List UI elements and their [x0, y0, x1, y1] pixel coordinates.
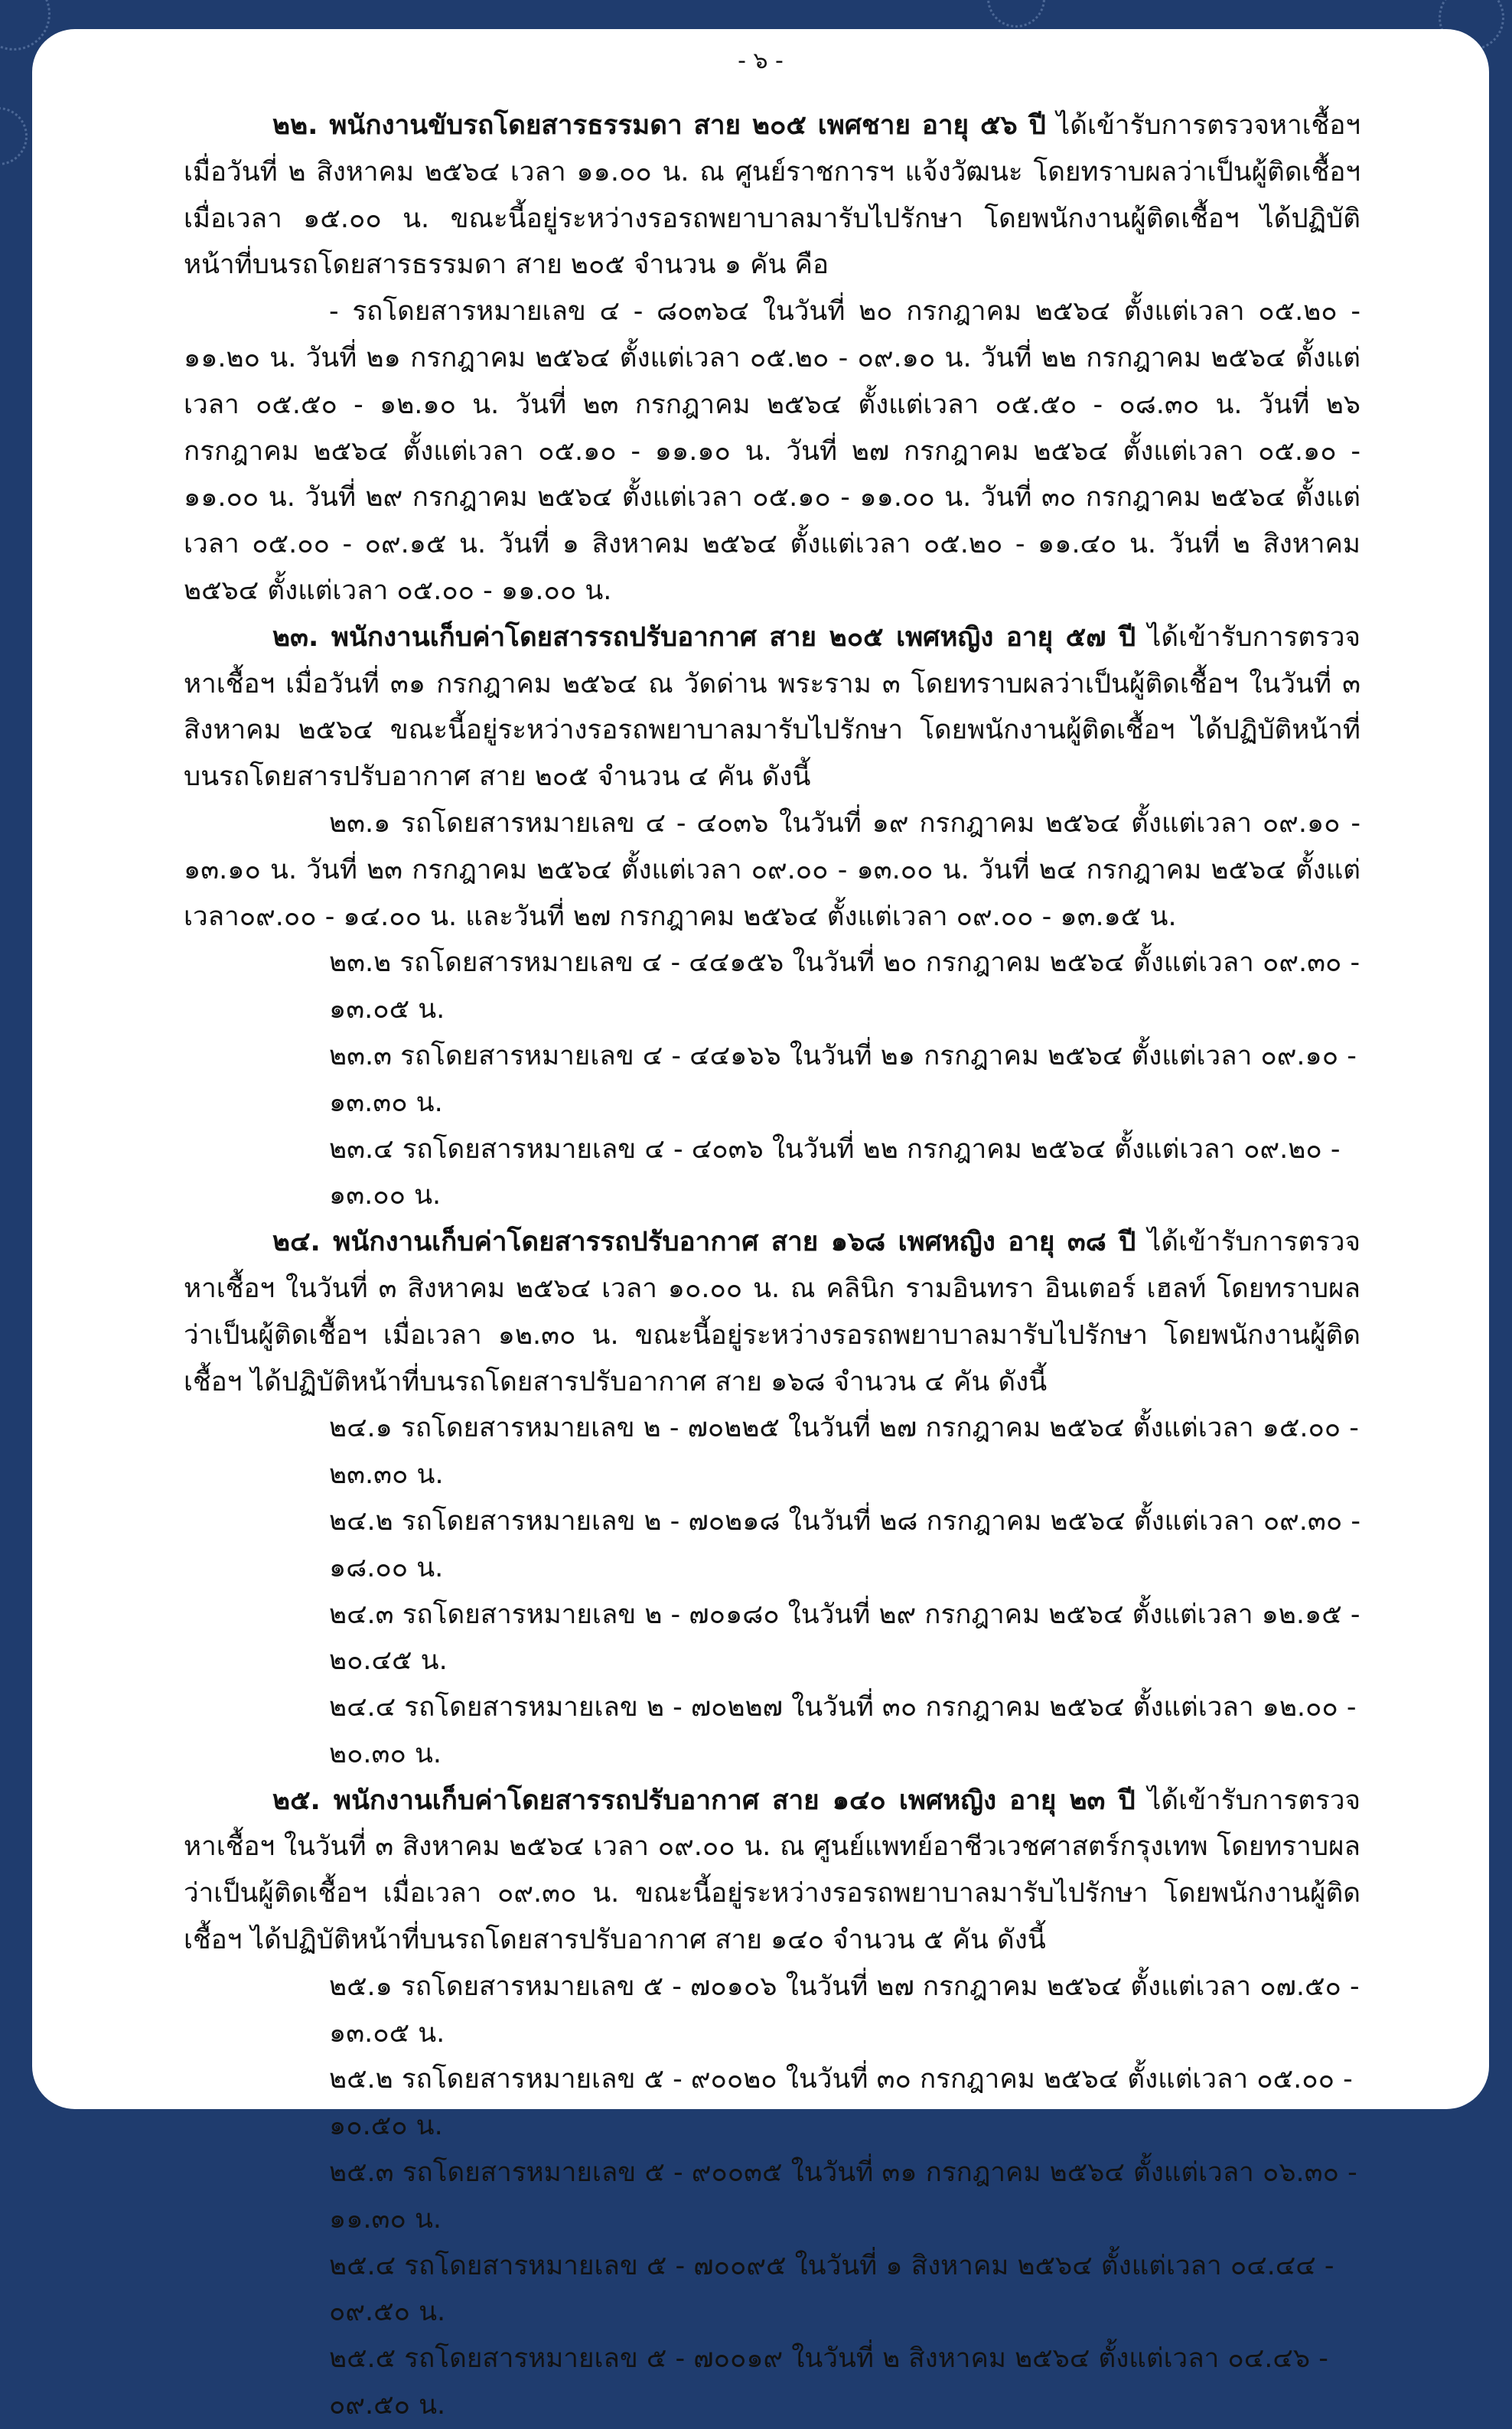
case-22-bus-1: - รถโดยสารหมายเลข ๔ - ๘๐๓๖๔ ในวันที่ ๒๐ กรกฎาคม ๒๕๖๔ ตั้งแต่เวลา ๐๕.๒๐ - ๑๑.๒๐ น. วันที่ ๒๑ กรกฎาคม ๒๕๖๔ ตั้งแต่เวลา ๐๕.๒๐ - ๐๙.๑๐ น. วันที่ ๒๒ กรกฎาคม ๒๕๖๔ ตั้งแต่เวลา ๐๕.๕๐ - ๑๒.๑๐ น. วันที่ ๒๓ กรกฎาคม ๒๕๖๔ ตั้งแต่เวลา ๐๕.๕๐ - ๐๘.๓๐ น. วันที่ ๒๖ กรกฎาคม ๒๕๖๔ ตั้งแต่เวลา ๐๕.๑๐ - ๑๑.๑๐ น. วันที่ ๒๗ กรกฎาคม ๒๕๖๔ ตั้งแต่เวลา ๐๕.๑๐ - ๑๑.๐๐ น. วันที่ ๒๙ กรกฎาคม ๒๕๖๔ ตั้งแต่เวลา ๐๕.๑๐ - ๑๑.๐๐ น. วันที่ ๓๐ กรกฎาคม ๒๕๖๔ ตั้งแต่เวลา ๐๕.๐๐ - ๐๙.๑๕ น. วันที่ ๑ สิงหาคม ๒๕๖๔ ตั้งแต่เวลา ๐๕.๒๐ - ๑๑.๔๐ น. วันที่ ๒ สิงหาคม ๒๕๖๔ ตั้งแต่เวลา ๐๕.๐๐ - ๑๑.๐๐ น.	[184, 296, 1360, 606]
case-24-bus-2: ๒๔.๒ รถโดยสารหมายเลข ๒ - ๗๐๒๑๘ ในวันที่ ๒๘ กรกฎาคม ๒๕๖๔ ตั้งแต่เวลา ๐๙.๓๐ - ๑๘.๐๐ น.	[329, 1505, 1360, 1583]
case-24-paragraph	[184, 1219, 1360, 1405]
case-25-bus-2: ๒๕.๒ รถโดยสารหมายเลข ๕ - ๙๐๐๒๐ ในวันที่ ๓๐ กรกฎาคม ๒๕๖๔ ตั้งแต่เวลา ๐๕.๐๐ - ๑๐.๕๐ น.	[329, 2064, 1353, 2142]
frame-decoration	[987, 0, 1045, 28]
case-24-bus-4: ๒๔.๔ รถโดยสารหมายเลข ๒ - ๗๐๒๒๗ ในวันที่ ๓๐ กรกฎาคม ๒๕๖๔ ตั้งแต่เวลา ๑๒.๐๐ - ๒๐.๓๐ น.	[329, 1692, 1357, 1769]
case-22-text: ได้เข้ารับการตรวจหาเชื้อฯ เมื่อวันที่ ๒ สิงหาคม ๒๕๖๔ เวลา ๑๑.๐๐ น. ณ ศูนย์ราชการฯ แจ้งวัฒนะ โดยทราบผลว่าเป็นผู้ติดเชื้อฯ เมื่อเวลา ๑๕.๐๐ น. ขณะนี้อยู่ระหว่างรอรถพยาบาลมารับไปรักษา โดยพนักงานผู้ติดเชื้อฯ ได้ปฏิบัติหน้าที่บนรถโดยสารธรรมดา สาย ๒๐๕ จำนวน ๑ คัน คือ	[184, 110, 1360, 281]
case-25-heading: ๒๕. พนักงานเก็บค่าโดยสารรถปรับอากาศ สาย ๑๔๐ เพศหญิง อายุ ๒๓ ปี	[272, 1785, 1136, 1816]
case-22-heading: ๒๒. พนักงานขับรถโดยสารธรรมดา สาย ๒๐๕ เพศชาย อายุ ๕๖ ปี	[272, 110, 1046, 141]
case-25-text: ได้เข้ารับการตรวจหาเชื้อฯ ในวันที่ ๓ สิงหาคม ๒๕๖๔ เวลา ๐๙.๐๐ น. ณ ศูนย์แพทย์อาชีวเวชศาสตร์กรุงเทพ โดยทราบผลว่าเป็นผู้ติดเชื้อฯ เมื่อเวลา ๐๙.๓๐ น. ขณะนี้อยู่ระหว่างรอรถพยาบาลมารับไปรักษา โดยพนักงานผู้ติดเชื้อฯ ได้ปฏิบัติหน้าที่บนรถโดยสารปรับอากาศ สาย ๑๔๐ จำนวน ๕ คัน ดังนี้	[184, 1785, 1360, 1956]
case-23-bus-2: ๒๓.๒ รถโดยสารหมายเลข ๔ - ๔๔๑๕๖ ในวันที่ ๒๐ กรกฎาคม ๒๕๖๔ ตั้งแต่เวลา ๐๙.๓๐ - ๑๓.๐๕ น.	[329, 947, 1360, 1025]
case-23-bus-3: ๒๓.๓ รถโดยสารหมายเลข ๔ - ๔๔๑๖๖ ในวันที่ ๒๑ กรกฎาคม ๒๕๖๔ ตั้งแต่เวลา ๐๙.๑๐ - ๑๓.๓๐ น.	[329, 1040, 1357, 1118]
case-25-bus-1: ๒๕.๑ รถโดยสารหมายเลข ๕ - ๗๐๑๐๖ ในวันที่ ๒๗ กรกฎาคม ๒๕๖๔ ตั้งแต่เวลา ๐๗.๕๐ - ๑๓.๐๕ น.	[329, 1971, 1360, 2049]
case-25-bus-4: ๒๕.๔ รถโดยสารหมายเลข ๕ - ๗๐๐๙๕ ในวันที่ ๑ สิงหาคม ๒๕๖๔ ตั้งแต่เวลา ๐๔.๔๔ - ๐๙.๕๐ น.	[329, 2250, 1334, 2328]
case-23-heading: ๒๓. พนักงานเก็บค่าโดยสารรถปรับอากาศ สาย ๒๐๕ เพศหญิง อายุ ๕๗ ปี	[272, 621, 1136, 653]
frame-decoration	[0, 107, 28, 165]
case-23-bus-4: ๒๓.๔ รถโดยสารหมายเลข ๔ - ๔๐๓๖ ในวันที่ ๒๒ กรกฎาคม ๒๕๖๔ ตั้งแต่เวลา ๐๙.๒๐ - ๑๓.๐๐ น.	[329, 1133, 1341, 1211]
case-22-paragraph	[184, 103, 1360, 289]
case-24-heading: ๒๔. พนักงานเก็บค่าโดยสารรถปรับอากาศ สาย ๑๖๘ เพศหญิง อายุ ๓๘ ปี	[272, 1227, 1136, 1258]
case-23-paragraph	[184, 615, 1360, 800]
case-24-bus-3: ๒๔.๓ รถโดยสารหมายเลข ๒ - ๗๐๑๘๐ ในวันที่ ๒๙ กรกฎาคม ๒๕๖๔ ตั้งแต่เวลา ๑๒.๑๕ - ๒๐.๔๕ น.	[329, 1599, 1360, 1677]
case-23-text: ได้เข้ารับการตรวจหาเชื้อฯ เมื่อวันที่ ๓๑ กรกฎาคม ๒๕๖๔ ณ วัดด่าน พระราม ๓ โดยทราบผลว่าเป็นผู้ติดเชื้อฯ ในวันที่ ๓ สิงหาคม ๒๕๖๔ ขณะนี้อยู่ระหว่างรอรถพยาบาลมารับไปรักษา โดยพนักงานผู้ติดเชื้อฯ ได้ปฏิบัติหน้าที่บนรถโดยสารปรับอากาศ สาย ๒๐๕ จำนวน ๔ คัน ดังนี้	[184, 621, 1360, 793]
document-body	[184, 103, 1360, 2429]
document-page	[32, 29, 1489, 2421]
case-24-bus-1: ๒๔.๑ รถโดยสารหมายเลข ๒ - ๗๐๒๒๕ ในวันที่ ๒๗ กรกฎาคม ๒๕๖๔ ตั้งแต่เวลา ๑๕.๐๐ - ๒๓.๓๐ น.	[329, 1413, 1359, 1491]
case-23-bus-1: ๒๓.๑ รถโดยสารหมายเลข ๔ - ๔๐๓๖ ในวันที่ ๑๙ กรกฎาคม ๒๕๖๔ ตั้งแต่เวลา ๐๙.๑๐ - ๑๓.๑๐ น. วันที่ ๒๓ กรกฎาคม ๒๕๖๔ ตั้งแต่เวลา ๐๙.๐๐ - ๑๓.๐๐ น. วันที่ ๒๔ กรกฎาคม ๒๕๖๔ ตั้งแต่เวลา๐๙.๐๐ - ๑๔.๐๐ น. และวันที่ ๒๗ กรกฎาคม ๒๕๖๔ ตั้งแต่เวลา ๐๙.๐๐ - ๑๓.๑๕ น.	[184, 807, 1360, 932]
page-number: - ๖ -	[738, 47, 784, 74]
case-25-paragraph	[184, 1778, 1360, 1964]
case-25-bus-5: ๒๕.๕ รถโดยสารหมายเลข ๕ - ๗๐๐๑๙ ในวันที่ ๒ สิงหาคม ๒๕๖๔ ตั้งแต่เวลา ๐๔.๔๖ - ๐๙.๕๐ น.	[329, 2343, 1328, 2421]
case-24-text: ได้เข้ารับการตรวจหาเชื้อฯ ในวันที่ ๓ สิงหาคม ๒๕๖๔ เวลา ๑๐.๐๐ น. ณ คลินิก รามอินทรา อินเตอร์ เฮลท์ โดยทราบผลว่าเป็นผู้ติดเชื้อฯ เมื่อเวลา ๑๒.๓๐ น. ขณะนี้อยู่ระหว่างรอรถพยาบาลมารับไปรักษา โดยพนักงานผู้ติดเชื้อฯ ได้ปฏิบัติหน้าที่บนรถโดยสารปรับอากาศ สาย ๑๖๘ จำนวน ๔ คัน ดังนี้	[184, 1227, 1360, 1397]
case-25-bus-3: ๒๕.๓ รถโดยสารหมายเลข ๕ - ๙๐๐๓๕ ในวันที่ ๓๑ กรกฎาคม ๒๕๖๔ ตั้งแต่เวลา ๐๖.๓๐ - ๑๑.๓๐ น.	[329, 2157, 1357, 2235]
